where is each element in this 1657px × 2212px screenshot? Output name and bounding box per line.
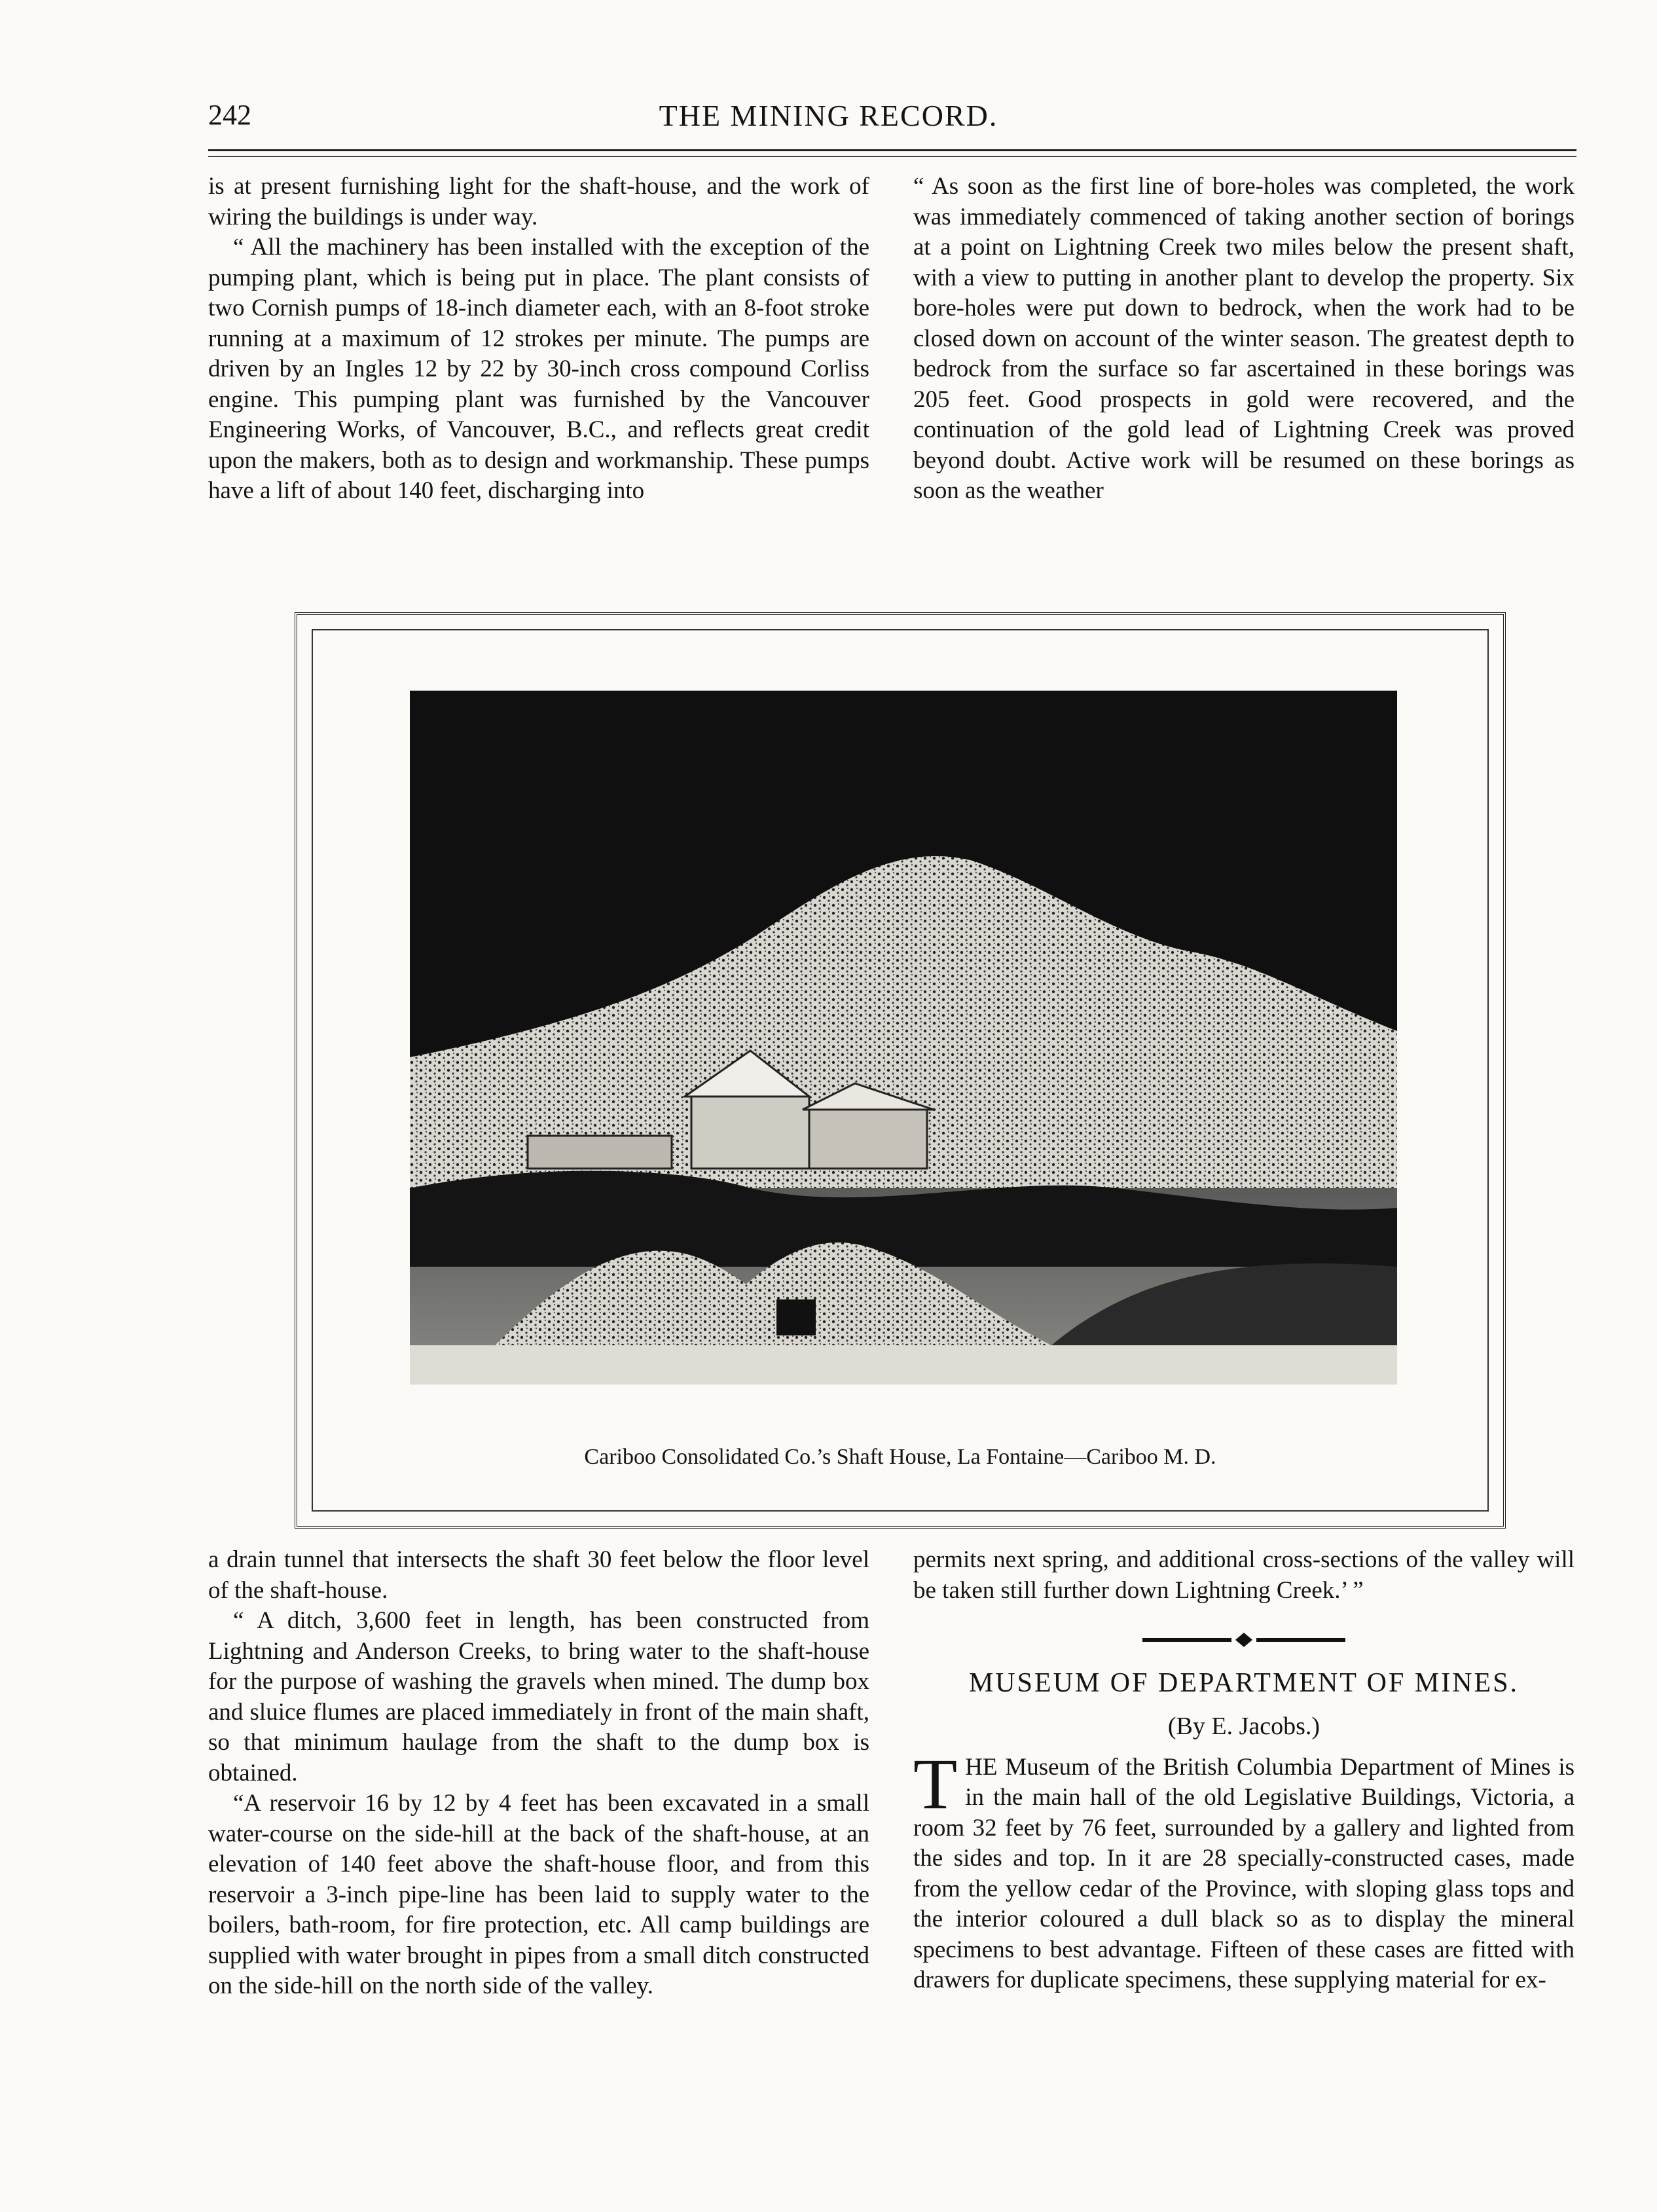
page-number: 242 xyxy=(208,99,251,131)
column-left-top xyxy=(208,172,869,507)
ornament-rule-diamond xyxy=(1142,1632,1345,1648)
column-right-bottom xyxy=(913,1545,1575,1996)
shaft-house xyxy=(691,1097,809,1169)
paragraph: “ As soon as the first line of bore-holes was completed, the work was immediately commenced of taking another section of borings at a point on Lightning Creek two miles below the present shaft, with a view to putting in another plant to develop the property. Six bore-holes were put down to bedrock, when the work had to be closed down on account of the winter season. The greatest depth to bedrock from the surface so far ascertained in these borings was 205 feet. Good prospects in gold were recovered, and the continuation of the gold lead of Lightning Creek was proved beyond doubt. Active work will be resumed on these borings as soon as the weather xyxy=(913,173,1575,504)
running-head: THE MINING RECORD. xyxy=(659,99,998,132)
shaft-house-photograph xyxy=(410,691,1397,1385)
figure-caption: Cariboo Consolidated Co.’s Shaft House, La Fontaine—Cariboo M. D. xyxy=(584,1445,1216,1469)
drop-cap: T xyxy=(913,1743,958,1824)
museum-body xyxy=(913,1743,1575,1996)
paragraph: a drain tunnel that intersects the shaft 30 feet below the floor level of the shaft-house. xyxy=(208,1546,869,1604)
paragraph: “ A ditch, 3,600 feet in length, has been constructed from Lightning and Anderson Creeks, to bring water to the shaft-house for the purpose of washing the gravels when mined. The dump box and sluice flumes are placed immediately in front of the main shaft, so that minimum haulage from the shaft to the dump box is obtained. xyxy=(208,1607,869,1786)
column-right-top xyxy=(913,172,1575,507)
paragraph: is at present furnishing light for the shaft-house, and the work of wiring the buildings is under way. xyxy=(208,173,869,230)
side-building xyxy=(809,1110,927,1169)
left-shed xyxy=(528,1136,672,1169)
header-rule-secondary xyxy=(208,156,1576,157)
paragraph: “A reservoir 16 by 12 by 4 feet has been excavated in a small water-course on the side-hill at the back of the shaft-house, at an elevation of 140 feet above the shaft-house floor, and from this reservoir a 3-inch pipe-line has been laid to supply water to the boilers, bath-room, for fire protection, etc. All camp buildings are supplied with water brought in pipes from a small ditch constructed on the side-hill on the north side of the valley. xyxy=(208,1790,869,1999)
column-left-bottom xyxy=(208,1545,869,2002)
paragraph: permits next spring, and additional cross-sections of the valley will be taken still further down Lightning Creek.’ ” xyxy=(913,1546,1575,1604)
figure xyxy=(295,612,1506,1529)
section-ornament xyxy=(913,1625,1575,1656)
header-rule xyxy=(208,149,1576,151)
foreground-flat xyxy=(410,1345,1397,1385)
paragraph: “ All the machinery has been installed with the exception of the pumping plant, which is being put in place. The plant consists of two Cornish pumps of 18-inch diameter each, with an 8-foot stroke running at a maximum of 12 strokes per minute. The pumps are driven by an Ingles 12 by 22 by 30-inch cross compound Corliss engine. This pumping plant was furnished by the Vancouver Engineering Works, of Vancouver, B.C., and reflects great credit upon the makers, both as to design and workmanship. These pumps have a lift of about 140 feet, discharging into xyxy=(208,234,869,504)
byline: (By E. Jacobs.) xyxy=(1167,1713,1320,1740)
tunnel-mouth xyxy=(776,1299,816,1335)
section-heading: MUSEUM OF DEPARTMENT OF MINES. xyxy=(968,1667,1520,1698)
museum-paragraph: HE Museum of the British Columbia Department of Mines is in the main hall of the old Legislative Buildings, Victoria, a room 32 feet by 76 feet, surrounded by a gallery and lighted from the sides and top. In it are 28 specially-constructed cases, made from the yellow cedar of the Province, with sloping glass tops and the interior coloured a dull black so as to display the mineral specimens to best advantage. Fifteen of these cases are fitted with drawers for duplicate specimens, these supplying material for ex- xyxy=(913,1753,1575,1993)
